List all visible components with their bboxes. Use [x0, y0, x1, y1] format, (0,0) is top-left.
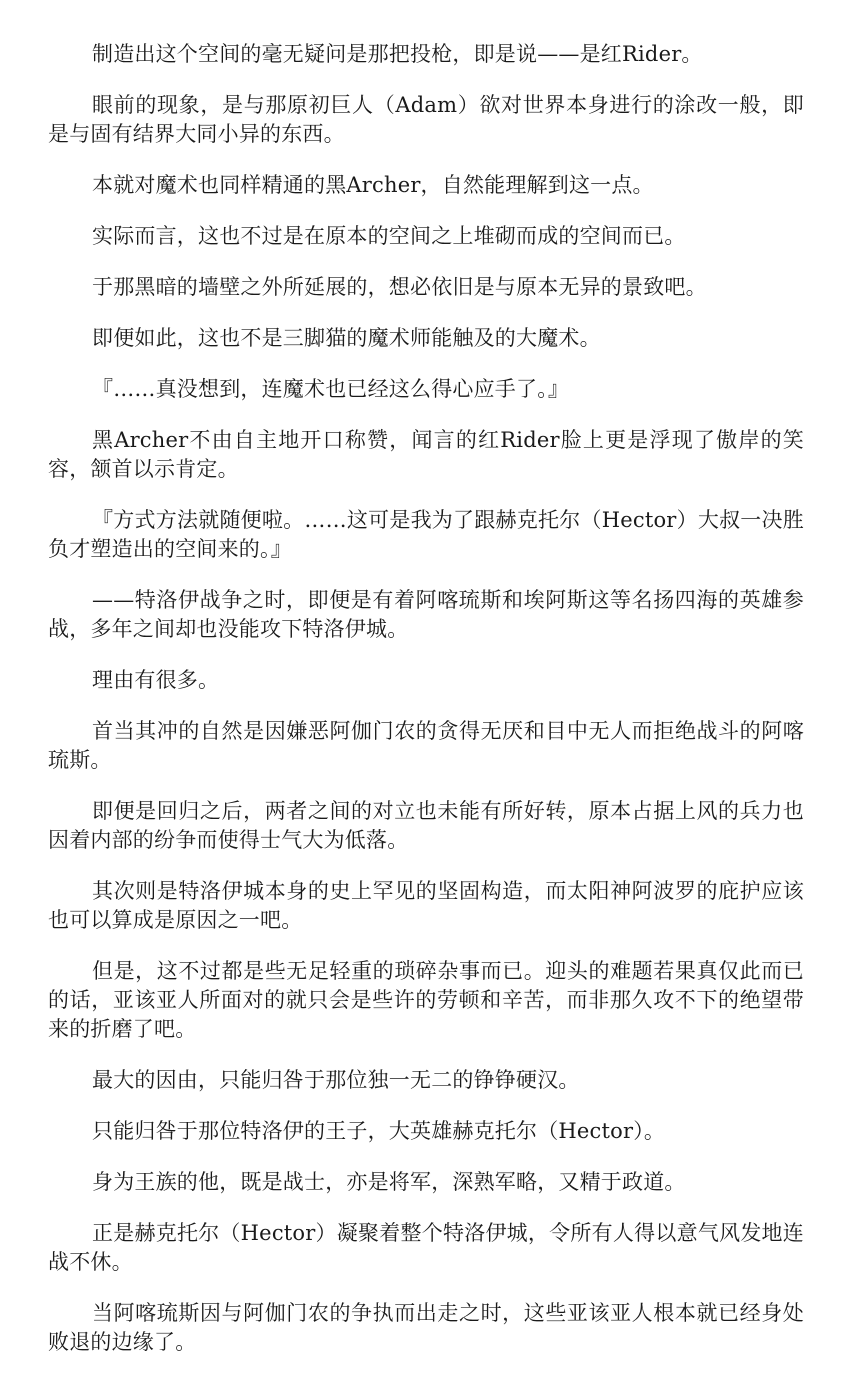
paragraph: 最大的因由，只能归咎于那位独一无二的铮铮硬汉。 [92, 1068, 580, 1092]
paragraph: ——特洛伊战争之时，即便是有着阿喀琉斯和埃阿斯这等名扬四海的英雄参战，多年之间却也没能攻下特洛伊城。 [48, 588, 804, 641]
paragraph: 只能归咎于那位特洛伊的王子，大英雄赫克托尔（Hector）。 [92, 1119, 666, 1143]
paragraph: 当阿喀琉斯因与阿伽门农的争执而出走之时，这些亚该亚人根本就已经身处败退的边缘了。 [48, 1301, 804, 1354]
dialogue-paragraph: 『方式方法就随便啦。……这可是我为了跟赫克托尔（Hector）大叔一决胜负才塑造出的空间来的。』 [48, 508, 804, 561]
paragraph: 制造出这个空间的毫无疑问是那把投枪，即是说——是红Rider。 [92, 42, 703, 66]
paragraph: 眼前的现象，是与那原初巨人（Adam）欲对世界本身进行的涂改一般，即是与固有结界大同小异的东西。 [48, 93, 804, 146]
paragraph: 于那黑暗的墙壁之外所延展的，想必依旧是与原本无异的景致吧。 [92, 275, 707, 299]
paragraph: 首当其冲的自然是因嫌恶阿伽门农的贪得无厌和目中无人而拒绝战斗的阿喀琉斯。 [48, 719, 804, 772]
paragraph: 本就对魔术也同样精通的黑Archer，自然能理解到这一点。 [92, 173, 654, 197]
dialogue-paragraph: 『……真没想到，连魔术也已经这么得心应手了。』 [92, 377, 570, 401]
paragraph: 即便是回归之后，两者之间的对立也未能有所好转，原本占据上风的兵力也因着内部的纷争而使得士气大为低落。 [48, 799, 804, 852]
paragraph: 即便如此，这也不是三脚猫的魔术师能触及的大魔术。 [92, 326, 601, 350]
paragraph: 黑Archer不由自主地开口称赞，闻言的红Rider脸上更是浮现了傲岸的笑容，颔首以示肯定。 [48, 428, 804, 481]
paragraph: 实际而言，这也不过是在原本的空间之上堆砌而成的空间而已。 [92, 224, 686, 248]
paragraph: 其次则是特洛伊城本身的史上罕见的坚固构造，而太阳神阿波罗的庇护应该也可以算成是原因之一吧。 [48, 879, 804, 932]
paragraph: 但是，这不过都是些无足轻重的琐碎杂事而已。迎头的难题若果真仅此而已的话，亚该亚人所面对的就只会是些许的劳顿和辛苦，而非那久攻不下的绝望带来的折磨了吧。 [48, 959, 804, 1041]
document-body [48, 40, 804, 1379]
paragraph: 正是赫克托尔（Hector）凝聚着整个特洛伊城，令所有人得以意气风发地连战不休。 [48, 1221, 804, 1274]
paragraph: 身为王族的他，既是战士，亦是将军，深熟军略，又精于政道。 [92, 1170, 686, 1194]
paragraph: 理由有很多。 [92, 668, 220, 692]
